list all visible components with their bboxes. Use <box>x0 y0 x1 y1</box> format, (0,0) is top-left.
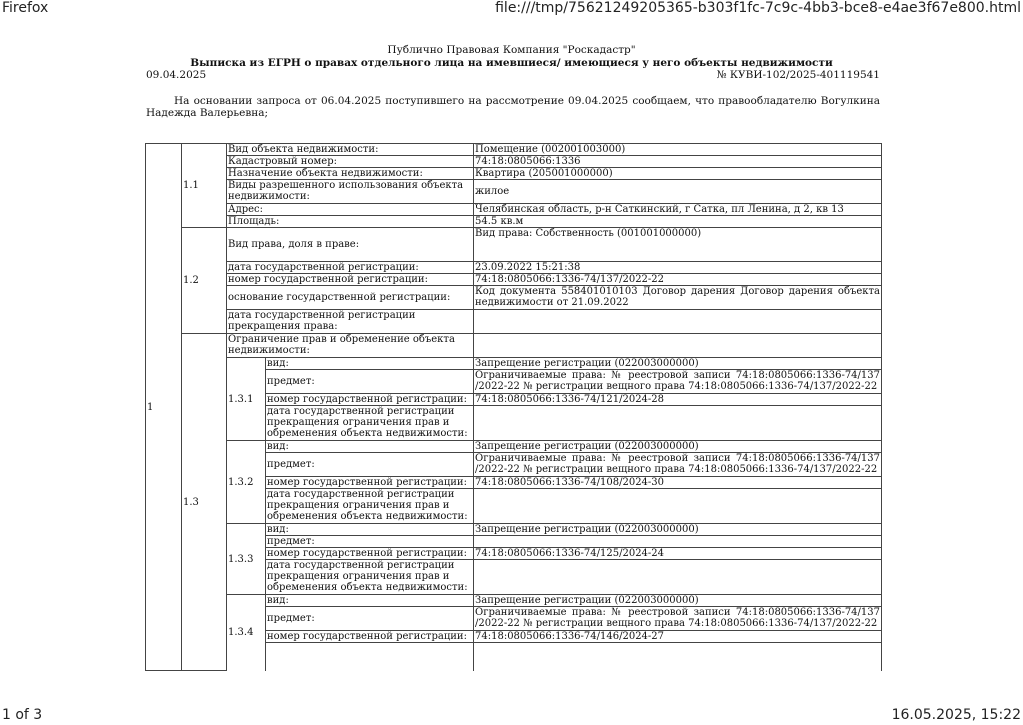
document-number: № КУВИ-102/2025-401119541 <box>716 69 880 81</box>
subsection-number: 1.3.3 <box>227 524 266 595</box>
field-value: Челябинская область, р-н Саткинский, г Сатка, пл Ленина, д 2, кв 13 <box>474 204 882 216</box>
subsection-number: 1.3.2 <box>227 441 266 524</box>
field-label: Площадь: <box>227 216 474 228</box>
field-value: Ограничиваемые права: № реестровой записи 74:18:0805066:1336-74/137 /2022-22 № регистрации вещного права 74:18:0805066:1336-74/137/2022-22 <box>475 453 880 475</box>
page-counter: 1 of 3 <box>2 707 43 723</box>
field-value <box>474 560 882 595</box>
section-number: 1.1 <box>182 144 227 228</box>
field-value: Запрещение регистрации (022003000000) <box>474 524 882 536</box>
field-label: Кадастровый номер: <box>227 156 474 168</box>
field-label: Адрес: <box>227 204 474 216</box>
record-number: 1 <box>146 144 182 671</box>
field-label: номер государственной регистрации: <box>266 394 474 406</box>
field-label: предмет: <box>266 607 474 631</box>
browser-app-name: Firefox <box>2 0 49 16</box>
field-label: номер государственной регистрации: <box>266 631 474 643</box>
field-value: 74:18:0805066:1336-74/125/2024-24 <box>474 548 882 560</box>
field-value: жилое <box>474 180 882 204</box>
field-value: Запрещение регистрации (022003000000) <box>474 441 882 453</box>
intro-paragraph: На основании запроса от 06.04.2025 поступившего на рассмотрение 09.04.2025 сообщаем, что правообладателю Вогулкина Надежда Валерьевна; <box>146 95 880 119</box>
field-label: номер государственной регистрации: <box>227 274 474 286</box>
field-value: 74:18:0805066:1336-74/146/2024-27 <box>474 631 882 643</box>
field-label: дата государственной регистрации прекращения ограничения прав и обременения объекта недвижимости: <box>266 406 474 441</box>
field-label: вид: <box>266 595 474 607</box>
field-value: 74:18:0805066:1336 <box>474 156 882 168</box>
field-value: 54.5 кв.м <box>474 216 882 228</box>
field-value: Запрещение регистрации (022003000000) <box>474 595 882 607</box>
field-label: номер государственной регистрации: <box>266 548 474 560</box>
field-label: дата государственной регистрации: <box>227 262 474 274</box>
field-value <box>474 489 882 524</box>
field-value: Запрещение регистрации (022003000000) <box>474 358 882 370</box>
field-value <box>474 536 882 548</box>
field-label: вид: <box>266 524 474 536</box>
field-label: дата государственной регистрации прекращения права: <box>227 310 474 334</box>
document-title: Выписка из ЕГРН о правах отдельного лица на имевшиеся/ имеющиеся у него объекты недвижимости <box>190 57 833 69</box>
document-date: 09.04.2025 <box>146 69 207 81</box>
field-label: Назначение объекта недвижимости: <box>227 168 474 180</box>
page-url: file:///tmp/75621249205365-b303f1fc-7c9c-4bb3-bce8-e4ae3f67e800.html <box>495 0 1021 16</box>
field-value <box>474 406 882 441</box>
field-value <box>474 643 882 671</box>
field-value: Ограничиваемые права: № реестровой записи 74:18:0805066:1336-74/137 /2022-22 № регистрации вещного права 74:18:0805066:1336-74/137/2022-22 <box>475 370 880 392</box>
field-label: дата государственной регистрации прекращения ограничения прав и обременения объекта недвижимости: <box>266 489 474 524</box>
field-value: 23.09.2022 15:21:38 <box>474 262 882 274</box>
field-value: Код документа 558401010103 Договор дарения Договор дарения объекта недвижимости от 21.09.2022 <box>475 286 880 308</box>
field-label: Виды разрешенного использования объекта недвижимости: <box>227 180 474 204</box>
subsection-number: 1.3.4 <box>227 595 266 671</box>
section-number: 1.2 <box>182 228 227 334</box>
field-label: номер государственной регистрации: <box>266 477 474 489</box>
field-label: предмет: <box>266 370 474 394</box>
field-value: Помещение (002001003000) <box>474 144 882 156</box>
field-label: вид: <box>266 441 474 453</box>
field-value: 74:18:0805066:1336-74/121/2024-28 <box>474 394 882 406</box>
print-datetime: 16.05.2025, 15:22 <box>891 707 1021 723</box>
field-label: основание государственной регистрации: <box>227 286 474 310</box>
egrn-table <box>145 143 882 671</box>
field-label: Вид права, доля в праве: <box>227 228 474 262</box>
field-value: Ограничиваемые права: № реестровой записи 74:18:0805066:1336-74/137 /2022-22 № регистрации вещного права 74:18:0805066:1336-74/137/2022-22 <box>475 607 880 629</box>
field-value: Квартира (205001000000) <box>474 168 882 180</box>
subsection-number: 1.3.1 <box>227 358 266 441</box>
field-value: Вид права: Собственность (001001000000) <box>474 228 882 262</box>
field-value <box>474 334 882 358</box>
field-value <box>474 310 882 334</box>
section-number: 1.3 <box>182 334 227 671</box>
field-label: Ограничение прав и обременение объекта недвижимости: <box>227 334 474 358</box>
field-label: Вид объекта недвижимости: <box>227 144 474 156</box>
field-label: предмет: <box>266 453 474 477</box>
field-label: предмет: <box>266 536 474 548</box>
field-label: вид: <box>266 358 474 370</box>
field-label: дата государственной регистрации прекращения ограничения прав и обременения объекта недвижимости: <box>266 560 474 595</box>
field-label <box>266 643 474 671</box>
organization-name: Публично Правовая Компания "Роскадастр" <box>387 44 636 56</box>
field-value: 74:18:0805066:1336-74/137/2022-22 <box>474 274 882 286</box>
field-value: 74:18:0805066:1336-74/108/2024-30 <box>474 477 882 489</box>
